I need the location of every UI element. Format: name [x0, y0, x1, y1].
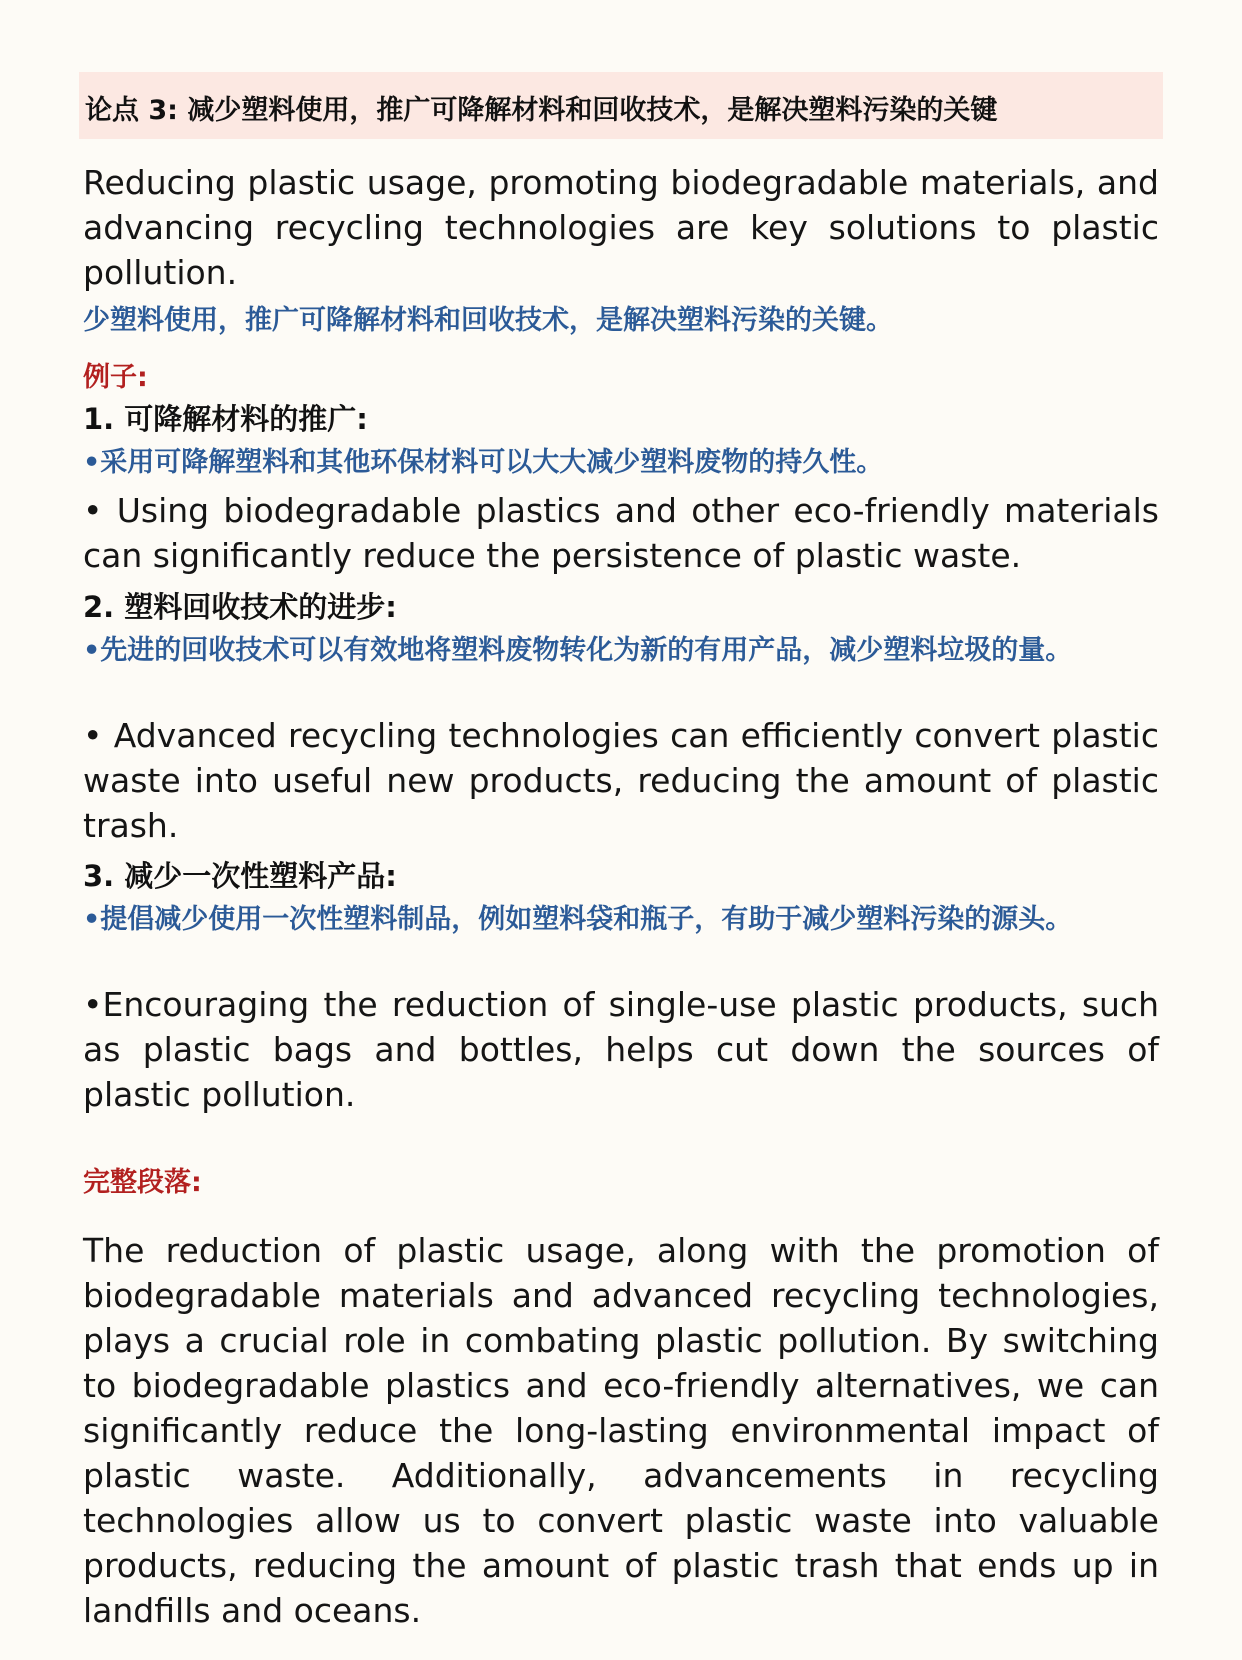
- example-1-title: 1. 可降解材料的推广:: [83, 402, 368, 436]
- examples-label-block: [83, 355, 1159, 400]
- full-paragraph-label-block: [83, 1160, 1159, 1205]
- example-3-title-block: [83, 854, 1159, 899]
- intro-english: Reducing plastic usage, promoting biodegradable materials, and advancing recycling technologies are key solutions to plastic pollution.: [83, 163, 1159, 292]
- example-3-chinese-block: [83, 897, 1159, 942]
- example-1-chinese: •采用可降解塑料和其他环保材料可以大大减少塑料废物的持久性。: [83, 447, 884, 478]
- example-1-english-block: [83, 488, 1159, 578]
- example-2-chinese-block: [83, 628, 1159, 673]
- heading-banner: [79, 72, 1163, 139]
- full-paragraph-block: [83, 1228, 1159, 1633]
- example-1-chinese-block: [83, 440, 1159, 485]
- argument-heading: 论点 3: 减少塑料使用，推广可降解材料和回收技术，是解决塑料污染的关键: [85, 95, 998, 126]
- intro-chinese: 少塑料使用，推广可降解材料和回收技术，是解决塑料污染的关键。: [83, 305, 893, 336]
- example-2-english: • Advanced recycling technologies can efficiently convert plastic waste into useful new products, reducing the amount of plastic trash.: [83, 716, 1159, 845]
- full-paragraph-label: 完整段落:: [83, 1167, 202, 1198]
- example-1-title-block: [83, 397, 1159, 442]
- example-1-english: • Using biodegradable plastics and other eco-friendly materials can significantly reduce the persistence of plastic waste.: [83, 491, 1159, 575]
- intro-chinese-block: [83, 298, 1159, 343]
- example-3-title: 3. 减少一次性塑料产品:: [83, 859, 397, 893]
- example-2-chinese: •先进的回收技术可以有效地将塑料废物转化为新的有用产品，减少塑料垃圾的量。: [83, 635, 1073, 666]
- intro-english-block: [83, 160, 1159, 295]
- full-paragraph: The reduction of plastic usage, along with the promotion of biodegradable materials and advanced recycling technologies, plays a crucial role in combating plastic pollution. By switching to biodegradable plastics and eco-friendly alternatives, we can significantly reduce the long-lasting environmental impact of plastic waste. Additionally, advancements in recycling technologies allow us to convert plastic waste into valuable products, reducing the amount of plastic trash that ends up in landfills and oceans.: [83, 1231, 1159, 1630]
- example-2-title: 2. 塑料回收技术的进步:: [83, 590, 397, 624]
- examples-label: 例子:: [83, 362, 148, 393]
- example-3-english-block: [83, 982, 1159, 1117]
- example-2-title-block: [83, 585, 1159, 630]
- example-3-chinese: •提倡减少使用一次性塑料制品，例如塑料袋和瓶子，有助于减少塑料污染的源头。: [83, 904, 1073, 935]
- example-3-english: •Encouraging the reduction of single-use plastic products, such as plastic bags and bottles, helps cut down the sources of plastic pollution.: [83, 985, 1159, 1114]
- example-2-english-block: [83, 713, 1159, 848]
